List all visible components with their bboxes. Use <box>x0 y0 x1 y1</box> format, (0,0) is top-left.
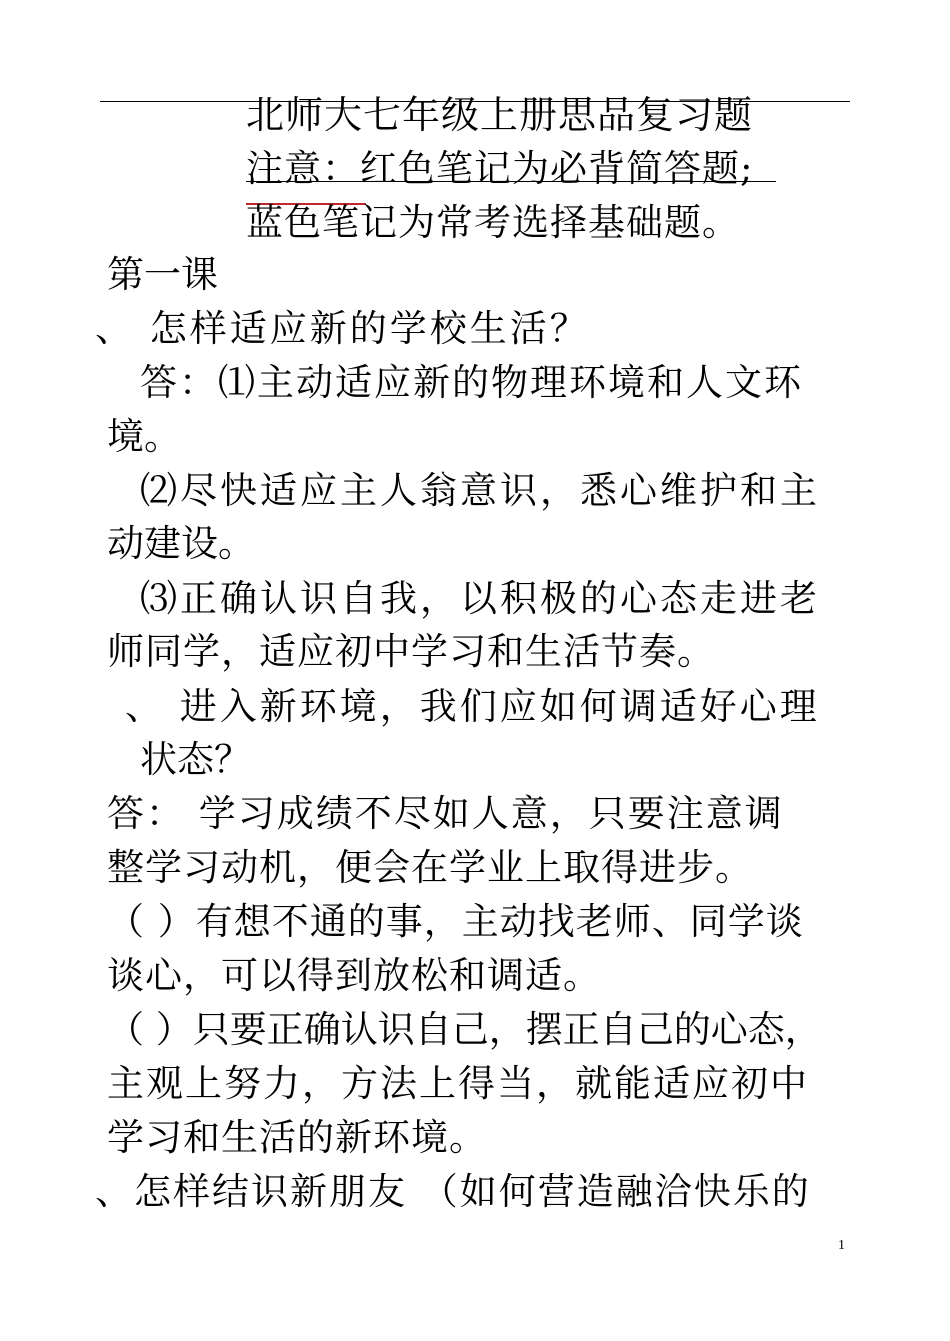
page-number: 1 <box>838 1238 845 1253</box>
page-title: 北师大七年级上册思品复习题 <box>246 93 754 137</box>
answer-2-line-3: （ ）有想不通的事，主动找老师、同学谈 <box>107 900 804 943</box>
answer-1-line-4: 动建设。 <box>107 522 255 565</box>
section-heading: 第一课 <box>107 253 218 296</box>
question-1: 、 怎样适应新的学校生活？ <box>95 307 590 350</box>
answer-1-line-3: ⑵尽快适应主人翁意识，悉心维护和主 <box>140 469 820 512</box>
answer-1-line-2: 境。 <box>107 415 181 458</box>
answer-2-line-7: 学习和生活的新环境。 <box>107 1116 487 1159</box>
question-2-line-1: 、 进入新环境，我们应如何调适好心理 <box>125 685 820 728</box>
question-2-line-2: 状态？ <box>140 738 251 781</box>
note-strike-line <box>246 181 776 182</box>
answer-2-line-6: 主观上努力，方法上得当，就能适应初中 <box>107 1062 809 1105</box>
answer-2-line-1: 答： 学习成绩不尽如人意，只要注意调 <box>107 792 784 835</box>
answer-1-line-1: 答：⑴主动适应新的物理环境和人文环 <box>140 361 803 404</box>
answer-2-line-4: 谈心，可以得到放松和调适。 <box>107 954 601 997</box>
question-3: 、怎样结识新朋友 （如何营造融洽快乐的 <box>95 1170 811 1213</box>
note-blue: 蓝色笔记为常考选择基础题。 <box>246 201 740 244</box>
answer-1-line-5: ⑶正确认识自我，以积极的心态走进老 <box>140 577 820 620</box>
answer-1-line-6: 师同学，适应初中学习和生活节奏。 <box>107 630 715 673</box>
note-red: 注意：红色笔记为必背简答题; <box>246 147 754 190</box>
answer-2-line-5: （ ）只要正确认识自己，摆正自己的心态， <box>107 1008 822 1051</box>
answer-2-line-2: 整学习动机，便会在学业上取得进步。 <box>107 846 753 889</box>
